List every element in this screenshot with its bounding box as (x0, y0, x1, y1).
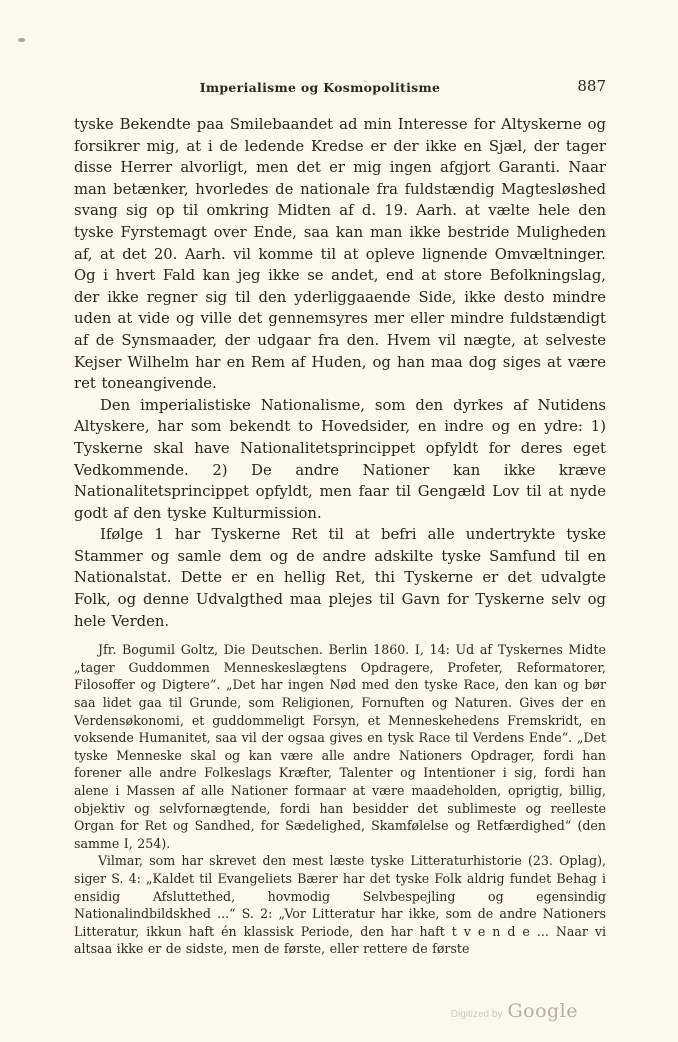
google-logo: Google (507, 1000, 578, 1022)
running-header (74, 77, 606, 102)
main-text (74, 114, 606, 632)
digitized-watermark (451, 1000, 578, 1022)
page-number: 887 (577, 77, 606, 95)
body-paragraph: Ifølge 1 har Tyskerne Ret til at befri alle undertrykte tyske Stammer og samle dem og de andre adskilte tyske Samfund til en Nationalstat. Dette er en hellig Ret, thi Tyskerne er det udvalgte Folk, og denne Udvalgthed maa plejes til Gavn for Tyskerne selv og hele Verden. (74, 526, 606, 630)
body-paragraph: Den imperialistiske Nationalisme, som den dyrkes af Nutidens Altyskere, har som bekendt to Hovedsider, en indre og en ydre: 1) Tyskerne skal have Nationalitetsprincippet opfyldt for deres eget Vedkommende. 2) De andre Nationer kan ikke kræve Nationalitetsprincippet opfyldt, men faar til Gengæld Lov til at nyde godt af den tyske Kulturmission. (74, 396, 606, 522)
text-block (74, 77, 606, 958)
watermark-prefix: Digitized by (450, 1009, 503, 1020)
running-title: Imperialisme og Kosmopolitisme (199, 80, 441, 95)
scan-artifact-speck (18, 38, 25, 42)
body-paragraph: tyske Bekendte paa Smilebaandet ad min Interesse for Altyskerne og forsikrer mig, at i de ledende Kredse er der ikke en Sjæl, der tager disse Herrer alvorligt, men det er mig ingen afgjort Garanti. Naar man betænker, hvorledes de nationale fra fuldstændig Magtesløshed svang sig op til omkring Midten af d. 19. Aarh. at vælte hele den tyske Fyrstemagt over Ende, saa kan man ikke bestride Muligheden af, at det 20. Aarh. vil komme til at opleve lignende Omvæltninger. Og i hvert Fald kan jeg ikke se andet, end at store Befolkningslag, der ikke regner sig til den yderliggaaende Side, ikke desto mindre uden at vide og ville det gennemsyres mer eller mindre fuldstændigt af de Synsmaader, der udgaar fra den. Hvem vil nægte, at selveste Kejser Wilhelm har en Rem af Huden, og han maa dog siges at være ret toneangivende. (74, 116, 606, 393)
footnote-paragraph: Jfr. Bogumil Goltz, Die Deutschen. Berlin 1860. I, 14: Ud af Tyskernes Midte „tager Guddommen Menneskeslægtens Opdragere, Profeter, Reformatorer, Filosoffer og Digtere“. „Det har ingen Nød med den tyske Race, den kan og bør saa lidet gaa til Grunde, som Religionen, Fornuften og Naturen. Gives der en Verdensøkonomi, et guddommeligt Forsyn, et Menneskehedens Fremskridt, en voksende Humanitet, saa vil der ogsaa gives en tysk Race til Verdens Ende“. „Det tyske Menneske skal og kan være alle andre Nationers Opdrager, fordi han forener alle andre Folkeslags Kræfter, Talenter og Intentioner i sig, fordi han alene i Massen af alle Nationer formaar at være maadeholden, oprigtig, billig, objektiv og selvfornægtende, fordi han besidder det sublimeste og reelleste Organ for Ret og Sandhed, for Sædelighed, Skamfølelse og Retfærdighed“ (den samme I, 254). (74, 642, 606, 851)
footnote-text (74, 641, 606, 958)
footnote-paragraph: Vilmar, som har skrevet den mest læste tyske Litteraturhistorie (23. Oplag), siger S. 4: „Kaldet til Evangeliets Bærer har det tyske Folk aldrig fundet Behag i ensidig Afsluttethed, hovmodig Selvbespejling og egensindig Nationalindbildskhed ...“ S. 2: „Vor Litteratur har ikke, som de andre Nationers Litteratur, ikkun haft én klassisk Periode, den har haft t v e n d e ... Naar vi altsaa ikke er de sidste, men de første, eller rettere de første (74, 853, 606, 957)
